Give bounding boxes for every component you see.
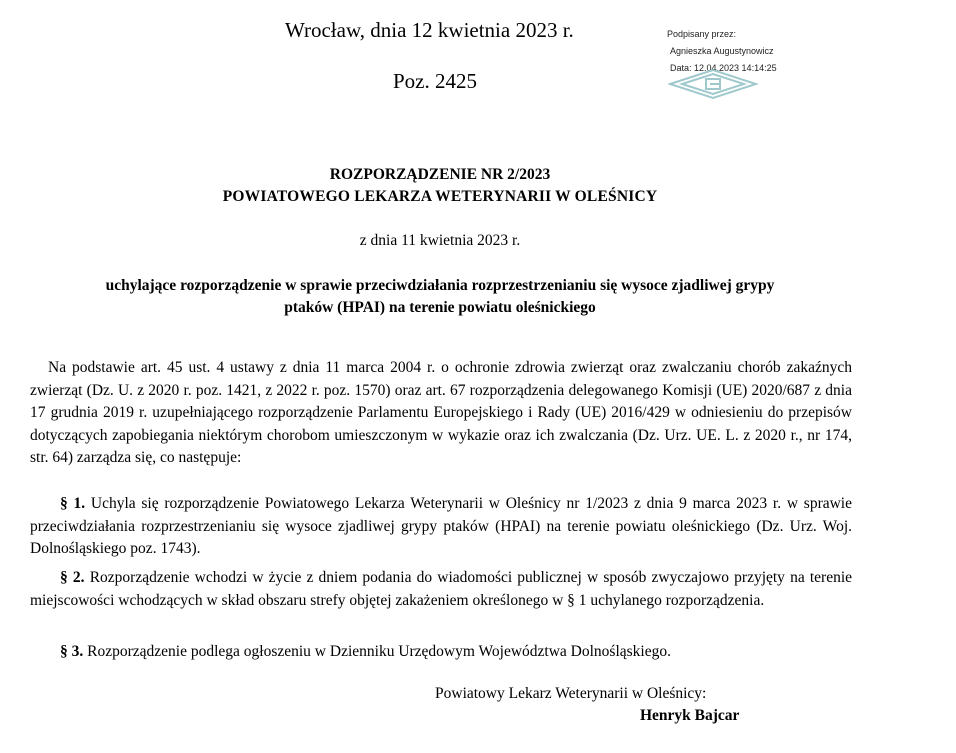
section-number: § 1.	[60, 495, 86, 512]
signature-label: Podpisany przez:	[667, 29, 737, 39]
signature-date: Data: 12.04.2023 14:14:25	[670, 63, 777, 73]
section-number: § 3.	[60, 643, 84, 660]
position-number: Poz. 2425	[393, 69, 477, 93]
section-text: Rozporządzenie wchodzi w życie z dniem podania do wiadomości publicznej w sposób zwyczajowo przyjęty na terenie miejscowości wchodzących w skład obszaru strefy objętej zakażeniem określonego w § 1 uchylanego rozporządzenia.	[30, 569, 853, 609]
title-line-2: POWIATOWEGO LEKARZA WETERYNARII W OLEŚNICY	[222, 188, 658, 205]
subject-line-1: uchylające rozporządzenie w sprawie przeciwdziałania rozprzestrzenianiu się wysoce zjadliwej grypy	[105, 277, 775, 294]
section-number: § 2.	[60, 569, 85, 586]
section-3	[30, 641, 852, 664]
signature-logo-icon	[668, 68, 758, 100]
section-1	[30, 493, 852, 561]
preamble: Na podstawie art. 45 ust. 4 ustawy z dnia 11 marca 2004 r. o ochronie zdrowia zwierząt oraz zwalczaniu chorób zakaźnych zwierząt (Dz. U. z 2020 r. poz. 1421, z 2022 r. poz. 1570) oraz art. 67 rozporządzenia delegowanego Komisji (UE) 2020/687 z dnia 17 grudnia 2019 r. uzupełniającego rozporządzenie Parlamentu Europejskiego i Rady (UE) 2016/429 w odniesieniu do przepisów dotyczących zapobiegania niektórym chorobom umieszczonym w wykazie oraz ich zwalczania (Dz. Urz. UE. L. z 2020 r., nr 174, str. 64) zarządza się, co następuje:	[30, 359, 852, 466]
subject-line-2: ptaków (HPAI) na terenie powiatu oleśnickiego	[284, 299, 596, 316]
section-text: Uchyla się rozporządzenie Powiatowego Lekarza Weterynarii w Oleśnicy nr 1/2023 z dnia 9 marca 2023 r. w sprawie przeciwdziałania rozprzestrzenianiu się wysoce zjadliwej grypy ptaków (HPAI) na terenie powiatu oleśnickiego (Dz. Urz. Woj. Dolnośląskiego poz. 1743).	[30, 495, 852, 557]
signature-name: Agnieszka Augustynowicz	[670, 46, 774, 56]
regulation-date: z dnia 11 kwietnia 2023 r.	[359, 232, 521, 249]
signoff-title: Powiatowy Lekarz Weterynarii w Oleśnicy:	[435, 685, 707, 702]
title-line-1: ROZPORZĄDZENIE NR 2/2023	[329, 166, 551, 183]
place-date: Wrocław, dnia 12 kwietnia 2023 r.	[285, 18, 574, 42]
signoff-name: Henryk Bajcar	[640, 707, 740, 724]
section-2	[30, 567, 852, 612]
section-text: Rozporządzenie podlega ogłoszeniu w Dzienniku Urzędowym Województwa Dolnośląskiego.	[87, 643, 671, 660]
